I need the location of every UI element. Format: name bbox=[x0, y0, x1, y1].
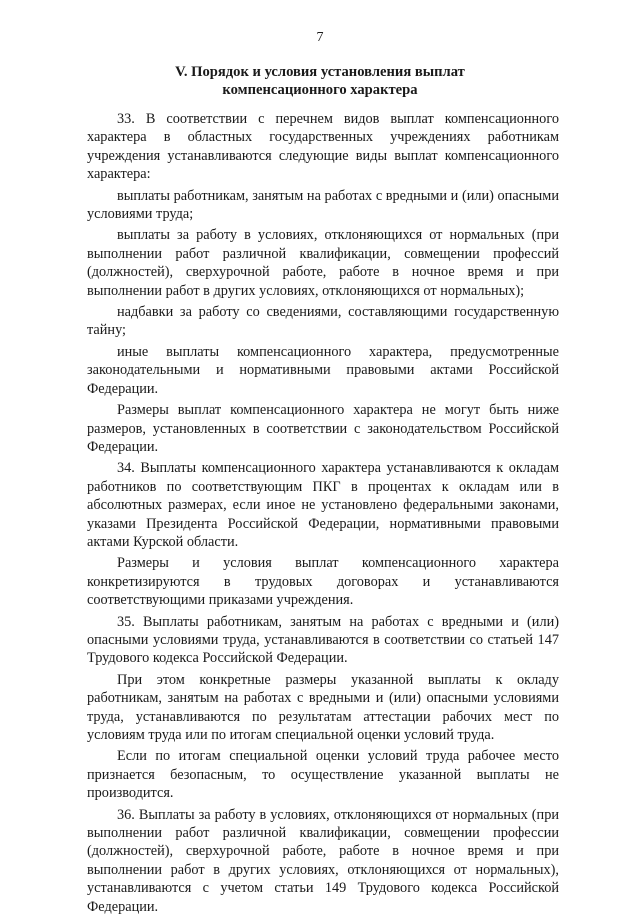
paragraph-state-secret-bonus: надбавки за работу со сведениями, составляющими государственную тайну; bbox=[87, 304, 559, 339]
paragraph-35-safe-workplace: Если по итогам специальной оценки условий труда рабочее место признается безопасным, то осуществление указанной выплаты не производится. bbox=[87, 748, 559, 802]
section-heading bbox=[60, 63, 580, 99]
paragraph-34-contracts: Размеры и условия выплат компенсационного характера конкретизируются в трудовых договорах и устанавливаются соответствующими приказами учреждения. bbox=[87, 555, 559, 609]
paragraph-35: 35. Выплаты работникам, занятым на работах с вредными и (или) опасными условиями труда, устанавливаются в соответствии со статьей 147 Трудового кодекса Российской Федерации. bbox=[87, 613, 559, 667]
paragraph-36: 36. Выплаты за работу в условиях, отклоняющихся от нормальных (при выполнении работ различной квалификации, совмещении профессии (должностей), сверхурочной работе, работе в ночное время и при выполнении работ в других условиях, отклоняющихся от нормальных), устанавливаются с учетом статьи 149 Трудового кодекса Российской Федерации. bbox=[87, 806, 559, 915]
body-text bbox=[87, 110, 559, 916]
paragraph-33: 33. В соответствии с перечнем видов выплат компенсационного характера в областных государственных учреждениях работникам учреждения устанавливаются следующие виды выплат компенсационного характера: bbox=[87, 111, 559, 183]
paragraph-abnormal-conditions-pay: выплаты за работу в условиях, отклоняющихся от нормальных (при выполнении работ различной квалификации, совмещении профессий (должностей), сверхурочной работе, работе в ночное время и при выполнении работ в других условиях, отклоняющихся от нормальных); bbox=[87, 227, 559, 299]
paragraph-other-payments: иные выплаты компенсационного характера, предусмотренные законодательными и нормативными правовыми актами Российской Федерации. bbox=[87, 343, 559, 397]
paragraph-35-amounts: При этом конкретные размеры указанной выплаты к окладу работникам, занятым на работах с вредными и (или) опасными условиями труда, устанавливаются по результатам аттестации рабочих мест по условиям труда или по итогам специальной оценки условий труда. bbox=[87, 671, 559, 743]
section-heading-line-2: компенсационного характера bbox=[222, 82, 418, 98]
paragraph-34: 34. Выплаты компенсационного характера устанавливаются к окладам работников по соответствующим ПКГ в процентах к окладам или в абсолютных размерах, если иное не установлено федеральными законами, указами Президента Российской Федерации, нормативными правовыми актами Курской области. bbox=[87, 460, 559, 550]
paragraph-minimum-amounts: Размеры выплат компенсационного характера не могут быть ниже размеров, установленных в соответствии с законодательством Российской Федерации. bbox=[87, 402, 559, 455]
page-number: 7 bbox=[316, 30, 324, 45]
section-heading-line-1: V. Порядок и условия установления выплат bbox=[175, 64, 465, 80]
paragraph-hazard-pay: выплаты работникам, занятым на работах с вредными и (или) опасными условиями труда; bbox=[87, 187, 559, 223]
